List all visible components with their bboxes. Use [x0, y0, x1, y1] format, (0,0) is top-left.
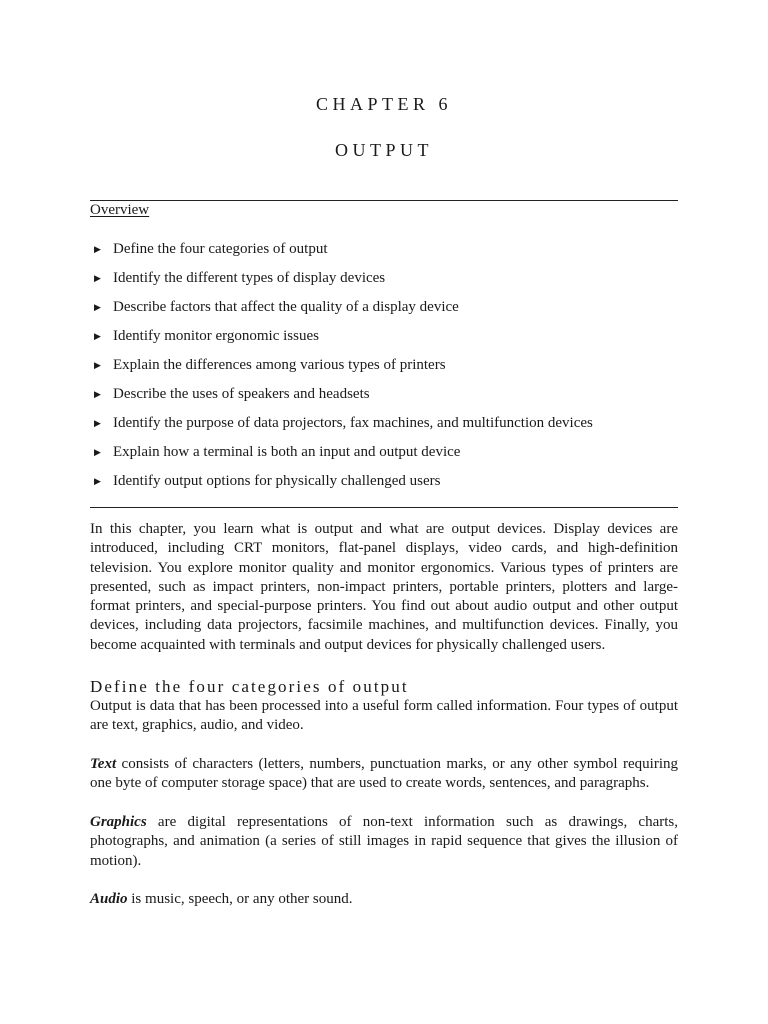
triangle-right-icon: ▶: [94, 273, 101, 283]
overview-bottom-rule: [90, 507, 678, 508]
graphics-term: Graphics: [90, 814, 147, 830]
intro-paragraph: In this chapter, you learn what is output and what are output devices. Display devices are introduced, including CRT monitors, flat-panel displays, video cards, and high-definition television. You explore monitor quality and monitor ergonomics. Various types of printers are presented, such as impact printers, non-impact printers, portable printers, plotters and large-format printers, and special-purpose printers. You find out about audio output and other output devices, including data projectors, facsimile machines, and multifunction devices. Finally, you become acquainted with terminals and output devices for physically challenged users.: [90, 521, 678, 653]
graphics-definition-paragraph: [90, 813, 678, 871]
graphics-definition: are digital representations of non-text information such as drawings, charts, photographs, and animation (a series of still images in rapid sequence that gives the illusion of motion).: [90, 814, 678, 869]
objective-text: Describe factors that affect the quality of a display device: [113, 299, 459, 315]
objective-text: Identify output options for physically challenged users: [113, 473, 441, 489]
objective-item: [90, 470, 678, 499]
triangle-right-icon: ▶: [94, 389, 101, 399]
audio-term: Audio: [90, 891, 128, 907]
triangle-right-icon: ▶: [94, 418, 101, 428]
objective-item: [90, 238, 678, 267]
audio-definition: is music, speech, or any other sound.: [127, 891, 353, 907]
objective-item: [90, 441, 678, 470]
chapter-title: OUTPUT: [335, 140, 433, 160]
objective-item: [90, 383, 678, 412]
text-definition: consists of characters (letters, numbers, punctuation marks, or any other symbol requiring one byte of computer storage space) that are used to create words, sentences, and paragraphs.: [90, 756, 678, 792]
text-term: Text: [90, 756, 117, 772]
objective-text: Identify the different types of display devices: [113, 270, 386, 286]
text-definition-paragraph: [90, 755, 678, 794]
audio-definition-paragraph: [90, 890, 678, 909]
objective-item: [90, 412, 678, 441]
section-heading: Define the four categories of output: [90, 677, 409, 696]
overview-top-rule: [90, 200, 678, 201]
objective-item: [90, 267, 678, 296]
objective-item: [90, 354, 678, 383]
output-definition-paragraph: Output is data that has been processed into a useful form called information. Four types of output are text, graphics, audio, and video.: [90, 698, 678, 734]
overview-label: Overview: [90, 202, 150, 218]
objective-item: [90, 296, 678, 325]
objective-text: Explain the differences among various types of printers: [113, 357, 446, 373]
objective-text: Identify monitor ergonomic issues: [113, 328, 319, 344]
objective-text: Describe the uses of speakers and headsets: [113, 386, 370, 402]
triangle-right-icon: ▶: [94, 244, 101, 254]
triangle-right-icon: ▶: [94, 331, 101, 341]
objective-text: Define the four categories of output: [113, 241, 328, 257]
objective-text: Identify the purpose of data projectors, fax machines, and multifunction devices: [113, 415, 593, 431]
objectives-list: [90, 238, 678, 499]
triangle-right-icon: ▶: [94, 302, 101, 312]
objective-text: Explain how a terminal is both an input and output device: [113, 444, 461, 460]
triangle-right-icon: ▶: [94, 360, 101, 370]
objective-item: [90, 325, 678, 354]
chapter-number: CHAPTER 6: [315, 94, 452, 114]
triangle-right-icon: ▶: [94, 476, 101, 486]
triangle-right-icon: ▶: [94, 447, 101, 457]
